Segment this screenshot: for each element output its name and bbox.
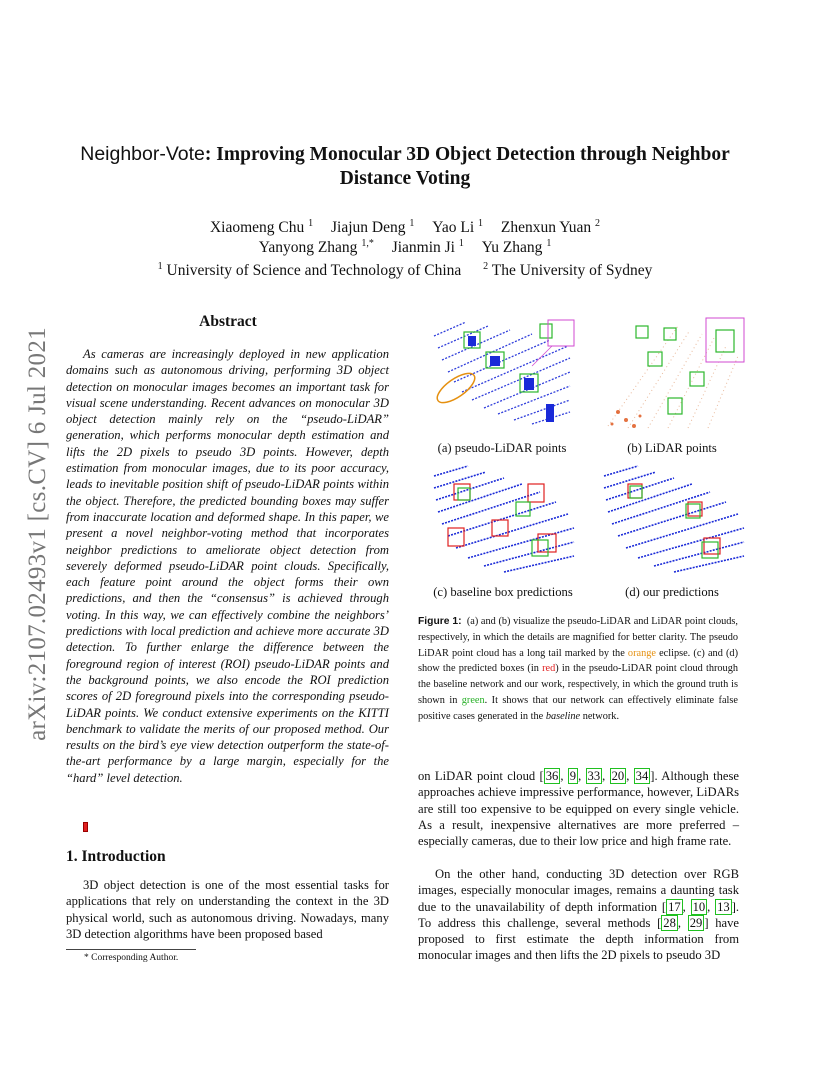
red-marker (83, 822, 88, 832)
author: Yanyong Zhang $^{1,*}$ (258, 237, 374, 256)
footnote: * Corresponding Author. (84, 953, 179, 963)
citation-link[interactable]: 36 (545, 769, 559, 783)
figure-panel-c (428, 462, 578, 578)
footnote-rule (66, 949, 196, 950)
citation-link[interactable]: 29 (689, 915, 703, 930)
arxiv-id-text: arXiv:2107.02493v1 [cs.CV] 6 Jul 2021 (24, 327, 52, 741)
figure-panel-a (428, 316, 576, 432)
citation-link[interactable]: 28 (663, 915, 676, 930)
author: Yu Zhang $^1$ (481, 237, 552, 256)
subcaption-a: (a) pseudo-LiDAR points (437, 441, 567, 455)
figure-panel-b (598, 316, 746, 432)
abstract-text: As cameras are increasingly deployed in new application domains such as autonomous driving, performing 3D object detection on monocular images becomes an important task for visual scene understanding. Recent advances on monocular 3D object detection mainly rely on the “pseudo-LiDAR” generation, which performs monocular depth estimation and lifts the 2D pixels to pseudo 3D points. However, depth estimation from monocular images, due to its poor accuracy, leads to inevitable position shift of pseudo-LiDAR points within the object. Therefore, the predicted bounding boxes may suffer from inaccurate location and deformed shape. In this paper, we present a novel neighbor-voting method that incorporates neighbor predictions to ameliorate object detection from severely deformed pseudo-LiDAR point clouds. Specifically, each feature point around the object forms their own predictions, and then the “consensus” is achieved through voting. In this way, we can effectively combine the neighbors’ predictions with local prediction and achieve more accurate 3D detection. To further enlarge the difference between the foreground region of interest (ROI) pseudo-LiDAR points and the background points, we also encode the ROI prediction scores of 2D foreground pixels into the corresponding pseudo-LiDAR points. We conduct extensive experiments on the KITTI benchmark to validate the merits of our proposed method. Our results on the bird’s eye view detection outperform the state-of-the-art performance by a large margin, especially for the “hard” level detection. (66, 347, 389, 785)
lidar-points-image (598, 316, 746, 432)
subcaption-c: (c) baseline box predictions (433, 585, 573, 599)
subcaption-b: (b) LiDAR points (627, 441, 717, 455)
author: Jianmin Ji $^1$ (391, 237, 464, 256)
author: Yao Li $^1$ (432, 217, 484, 236)
abstract-heading: Abstract (199, 313, 257, 330)
author: Zhenxun Yuan $^2$ (500, 217, 601, 236)
author: Jiajun Deng $^1$ (330, 217, 415, 236)
author: Xiaomeng Chu $^1$ (209, 217, 314, 236)
figure-label: Figure 1: (418, 616, 462, 627)
caption-green-word: green (461, 694, 485, 706)
intro-paragraph: 3D object detection is one of the most essential tasks for applications that rely on understanding the context in the 3D physical world, such as autonomous driving. Nowadays, many 3D detection algorithms have been proposed based (66, 878, 389, 941)
baseline-predictions-image (428, 462, 578, 578)
our-predictions-image (598, 462, 746, 578)
pseudo-lidar-points-image (428, 316, 576, 432)
caption-orange-word: orange (627, 647, 656, 659)
paper-title (70, 142, 740, 191)
affiliation: $^2$ The University of Sydney (483, 260, 653, 279)
affiliation-list (80, 261, 730, 281)
arxiv-identifier (22, 300, 54, 768)
citation-link[interactable]: 33 (587, 769, 601, 783)
figure-panel-d (598, 462, 746, 578)
citation-link[interactable]: 9 (569, 769, 577, 783)
section-heading-introduction: 1. Introduction (66, 848, 166, 865)
citation-link[interactable]: 17 (668, 899, 681, 914)
caption-red-word: red (542, 663, 556, 675)
intro-paragraph-right-2: On the other hand, conducting 3D detection over RGB images, especially monocular images, remains a daunting task due to the unavailability of depth information [ 17 , 10 , 13 ]. To address this challenge, several methods [ 28 , 29 ] have proposed to first estimate the depth information from monocular images and then lifts the 2D pixels to pseudo 3D (418, 867, 740, 963)
citation-link[interactable]: 34 (635, 769, 649, 783)
author-list (100, 218, 710, 258)
citation-link[interactable]: 13 (717, 899, 730, 914)
title-rest: : Improving Monocular 3D Object Detection through Neighbor Distance Voting (204, 144, 730, 189)
subcaption-d: (d) our predictions (625, 585, 719, 599)
figure-caption: Figure 1: (a) and (b) visualize the pseudo-LiDAR and LiDAR point clouds, respectively, in which the details are magnified for better clarity. The pseudo LiDAR point cloud has a long tail marked by the orange eclipse. (c) and (d) show the predicted boxes (in red) in the pseudo-LiDAR point cloud through the baseline network and our work, respectively, in which the ground truth is shown in green. It shows that our network can effectively eliminate false positive cases generated in the baseline network. (418, 616, 738, 722)
citation-link[interactable]: 10 (692, 899, 706, 914)
affiliation: $^1$ University of Science and Technology of China (157, 260, 462, 279)
title-brand: Neighbor-Vote (80, 143, 205, 165)
citation-link[interactable]: 20 (611, 769, 625, 783)
intro-paragraph-right-1: on LiDAR point cloud [ 36 , 9 , 33 , 20 , 34 ]. Although these approaches achieve impressive performance, however, LiDARs are still too expensive to be equipped on every single vehicle. As a result, inexpensive alternatives are more preferred – especially cameras, due to their low price and high frame rate. (418, 769, 740, 849)
